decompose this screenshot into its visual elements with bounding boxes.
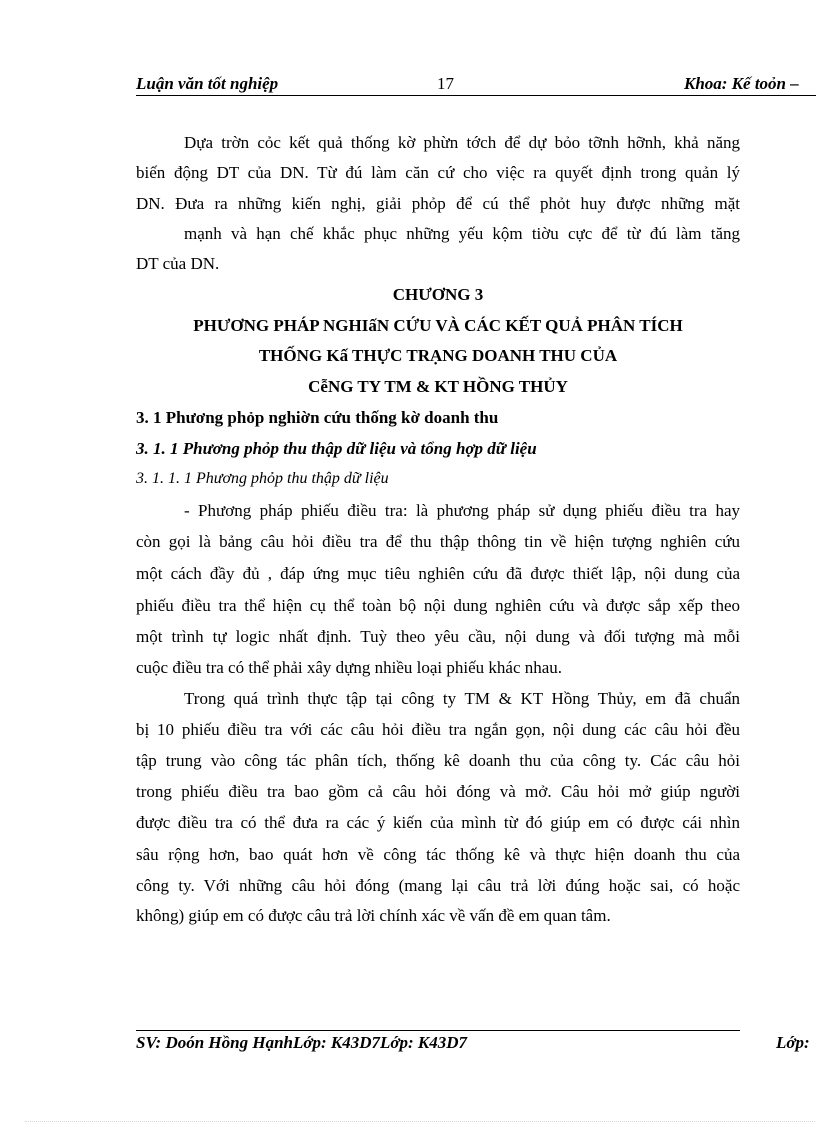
para1-line: còn gọi là bảng câu hỏi điều tra để thu thập thông tin về hiện tượng nghiên cứu — [136, 532, 740, 551]
para2-line: được điều tra có thể đưa ra các ý kiến của mình từ đó giúp em có được cái nhìn — [136, 813, 740, 832]
para2-line: Trong quá trình thực tập tại công ty TM & KT Hồng Thủy, em đã chuẩn — [184, 689, 740, 708]
para2-line: tập trung vào công tác phân tích, thống kê doanh thu của công ty. Các câu hỏi — [136, 751, 740, 770]
chapter-title-line: PHƯƠNG PHÁP NGHIấN CỨU VÀ CÁC KẾT QUẢ PHÂN TÍCH — [193, 316, 683, 335]
chapter-number: CHƯƠNG 3 — [392, 285, 484, 304]
footer-rule — [136, 1030, 740, 1031]
chapter-title-line: THỐNG Kấ THỰC TRẠNG DOANH THU CỦA — [258, 346, 618, 365]
footer-left: SV: Doón Hồng HạnhLớp: K43D7Lớp: K43D7 — [136, 1033, 468, 1052]
intro-line: mạnh và hạn chế khắc phục những yếu kộm tiờu cực để từ đú làm tăng — [184, 224, 740, 243]
footer-right: Lớp: — [776, 1033, 810, 1052]
para1-line: một trình tự logic nhất định. Tuỳ theo yêu cầu, nội dung và đối tượng mà mỗi — [136, 627, 740, 646]
subsection-heading: 3. 1. 1 Phương phỏp thu thập dữ liệu và tổng hợp dữ liệu — [136, 439, 537, 458]
header-right: Khoa: Kế toỏn – — [684, 74, 799, 93]
intro-line: biến động DT của DN. Từ đú làm căn cứ cho việc ra quyết định trong quản lý — [136, 163, 740, 182]
para1-line: phiếu điều tra thể hiện cụ thể toàn bộ nội dung nghiên cứu và được sắp xếp theo — [136, 596, 740, 615]
para1-line: cuộc điều tra có thể phải xây dựng nhiều loại phiếu khác nhau. — [136, 658, 563, 677]
para2-line: công ty. Với những câu hỏi đóng (mang lại câu trả lời đúng hoặc sai, có hoặc — [136, 876, 740, 895]
page-number: 17 — [437, 74, 454, 93]
header-rule — [136, 95, 816, 96]
para2-line: sâu rộng hơn, bao quát hơn về công tác thống kê và thực hiện doanh thu của — [136, 845, 740, 864]
page-bottom-dotted-border — [25, 1121, 815, 1122]
para2-line: không) giúp em có được câu trả lời chính xác về vấn đề em quan tâm. — [136, 906, 611, 925]
para2-line: trong phiếu điều tra bao gồm cả câu hỏi đóng và mở. Câu hỏi mở giúp người — [136, 782, 740, 801]
para1-line: một cách đầy đủ , đáp ứng mục tiêu nghiên cứu đã được thiết lập, nội dung của — [136, 564, 740, 583]
para2-line: bị 10 phiếu điều tra với các câu hỏi điều tra ngắn gọn, nội dung các câu hỏi đều — [136, 720, 740, 739]
chapter-title-line: CễNG TY TM & KT HỒNG THỦY — [308, 377, 568, 396]
intro-line: DN. Đưa ra những kiến nghị, giải phỏp để cú thể phỏt huy được những mặt — [136, 194, 740, 213]
header-left: Luận văn tốt nghiệp — [136, 74, 279, 93]
intro-line: DT của DN. — [136, 254, 220, 273]
intro-line: Dựa trờn cỏc kết quả thống kờ phừn tớch để dự bỏo tỡnh hỡnh, khả năng — [184, 133, 740, 152]
subsubsection-heading: 3. 1. 1. 1 Phương phỏp thu thập dữ liệu — [136, 470, 389, 487]
section-heading: 3. 1 Phương phỏp nghiờn cứu thống kờ doanh thu — [136, 408, 499, 427]
para1-line: - Phương pháp phiếu điều tra: là phương pháp sử dụng phiếu điều tra hay — [184, 501, 740, 520]
